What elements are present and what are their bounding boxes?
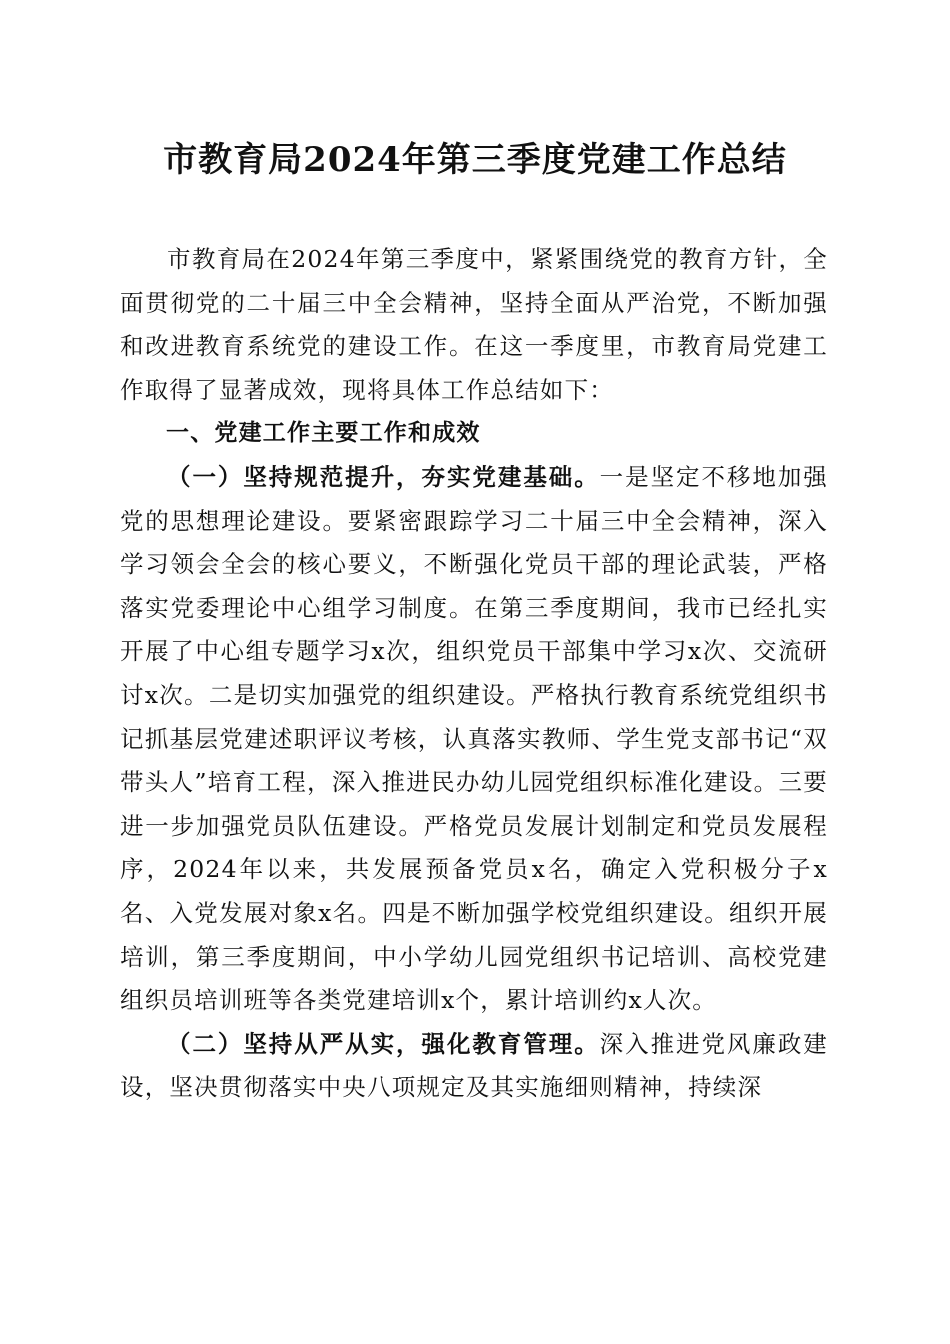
section-heading: 一、党建工作主要工作和成效 <box>166 420 481 447</box>
document-title: 市教育局2024年第三季度党建工作总结 <box>163 140 787 180</box>
subsection-2-paragraph <box>120 1023 828 1110</box>
subsection-1-lead: （一）坚持规范提升，夯实党建基础。 <box>167 462 600 491</box>
subsection-1-paragraph <box>120 456 828 1023</box>
subsection-2-lead: （二）坚持从严从实，强化教育管理。 <box>167 1029 600 1058</box>
subsection-2-text: 深入推进党风廉政建设，坚决贯彻落实中央八项规定及其实施细则精神，持续深 <box>120 1029 828 1102</box>
intro-paragraph: 市教育局在2024年第三季度中，紧紧围绕党的教育方针，全面贯彻党的二十届三中全会精神，坚持全面从严治党，不断加强和改进教育系统党的建设工作。在这一季度里，市教育局党建工作取得了显著成效，现将具体工作总结如下： <box>120 245 828 404</box>
subsection-1-text: 一是坚定不移地加强党的思想理论建设。要紧密跟踪学习二十届三中全会精神，深入学习领会全会的核心要义，不断强化党员干部的理论武装，严格落实党委理论中心组学习制度。在第三季度期间，我市已经扎实开展了中心组专题学习x次，组织党员干部集中学习x次、交流研讨x次。二是切实加强党的组织建设。严格执行教育系统党组织书记抓基层党建述职评议考核，认真落实教师、学生党支部书记“双带头人”培育工程，深入推进民办幼儿园党组织标准化建设。三要进一步加强党员队伍建设。严格党员发展计划制定和党员发展程序，2024年以来，共发展预备党员x名，确定入党积极分子x名、入党发展对象x名。四是不断加强学校党组织建设。组织开展培训，第三季度期间，中小学幼儿园党组织书记培训、高校党建组织员培训班等各类党建培训x个，累计培训约x人次。 <box>120 462 828 1015</box>
document-body <box>120 238 828 1110</box>
